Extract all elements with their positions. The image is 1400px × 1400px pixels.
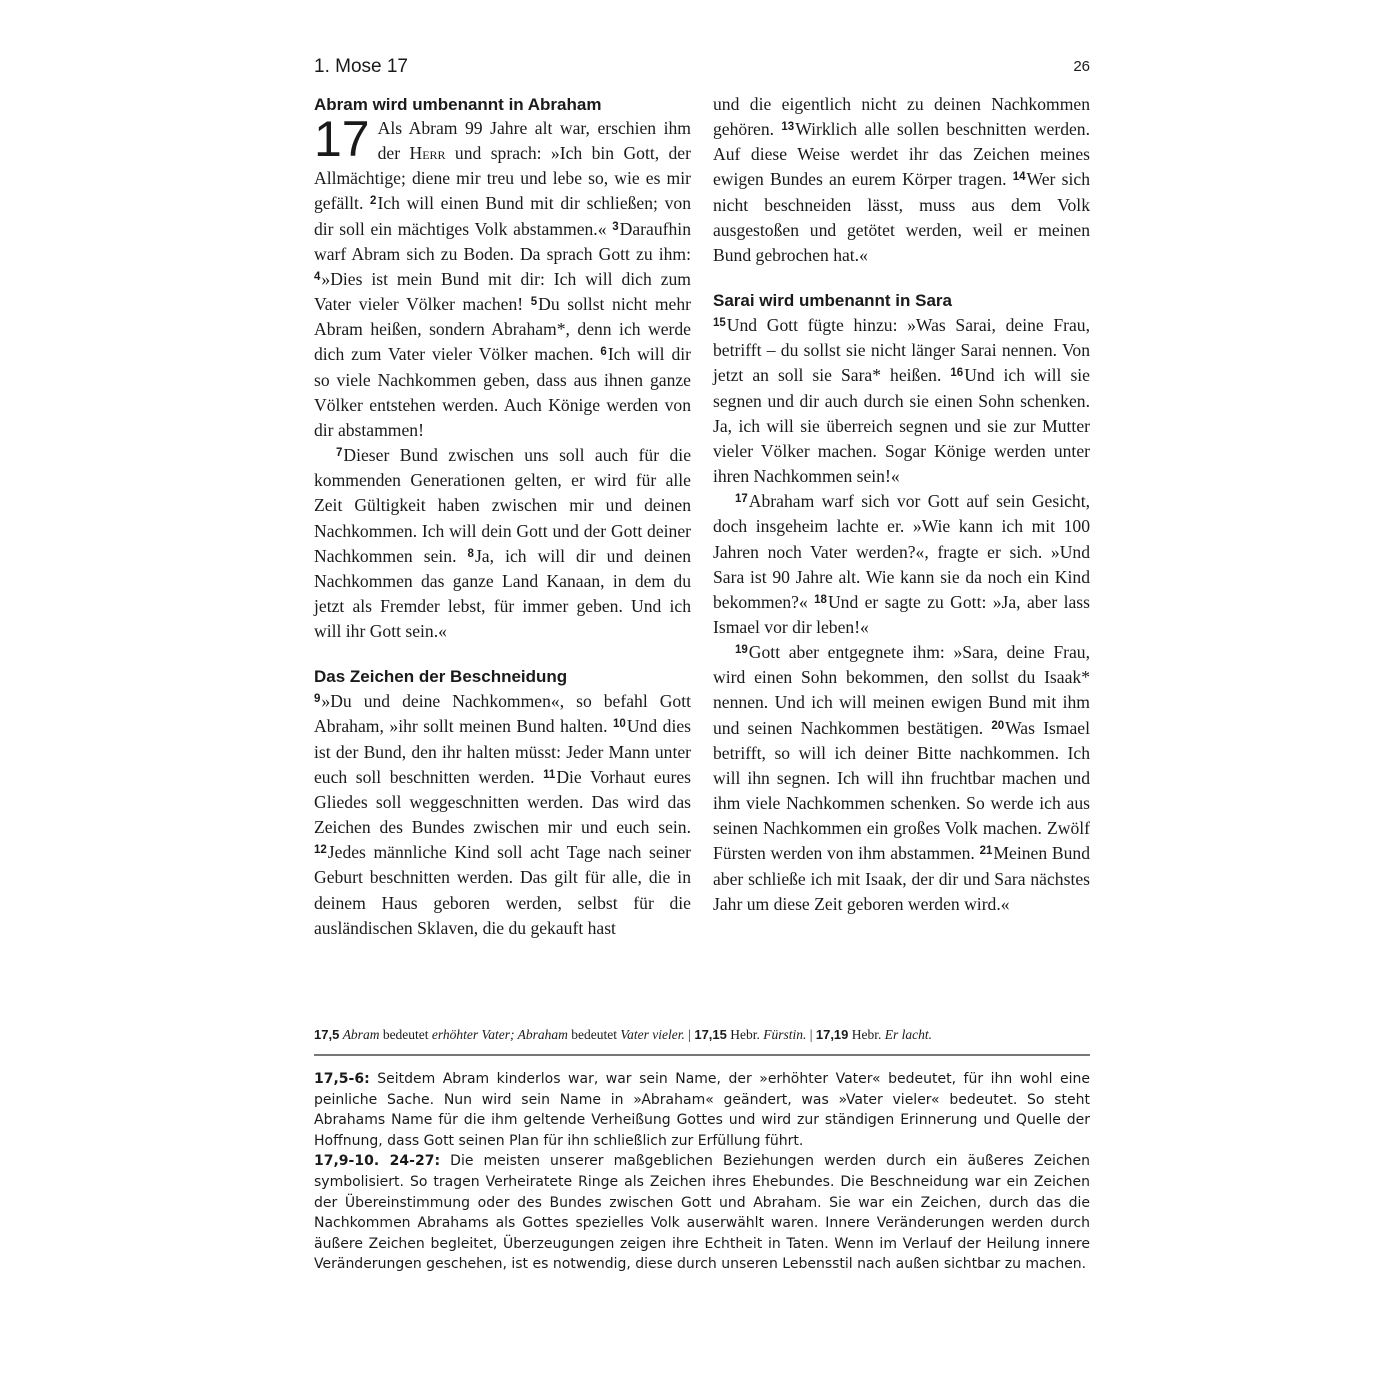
verse-text: und die eigentlich nicht zu deinen Nachkommen gehören. (713, 94, 1090, 140)
section-heading: Abram wird umbenannt in Abraham (314, 95, 602, 114)
footnote-text: Er lacht. (884, 1027, 933, 1042)
footnotes (314, 1026, 1090, 1044)
verse-paragraph (314, 443, 691, 644)
footnote-text: Hebr. (848, 1027, 885, 1042)
page-number: 26 (1073, 58, 1090, 75)
verse-paragraph (713, 489, 1090, 640)
footnote-text: Abram (342, 1027, 380, 1042)
verse-text: Ich will dir so viele Nachkommen geben, dass aus ihnen ganze Völker entstehen werden. Auch Könige werden von dir abstammen! (314, 344, 691, 440)
section-heading: Sarai wird umbenannt in Sara (713, 291, 953, 311)
divider-rule (314, 1054, 1090, 1056)
right-column (713, 92, 1090, 917)
verse-number: 12 (314, 844, 327, 857)
verse-text: Und Gott fügte hinzu: »Was Sarai, deine Frau, betrifft – du sollst sie nicht länger Sarai nennen. Von jetzt an soll sie Sara* heißen. (713, 315, 1090, 386)
footnote-ref: 17,19 (815, 1027, 849, 1042)
verse-text: Als Abram 99 Jahre alt war, erschien ihm der (377, 118, 691, 164)
verse-number: 18 (814, 593, 827, 606)
study-note-ref: 17,9-10. 24-27: (314, 1153, 441, 1170)
verse-number: 15 (713, 317, 726, 330)
verse-text: und sprach: »Ich bin Gott, der Allmächtige; diene mir treu und lebe so, wie es mir gefällt. (314, 143, 691, 214)
footnote-text: Hebr. (726, 1027, 764, 1042)
footnote-ref: 17,5 (314, 1027, 340, 1042)
verse-number: 3 (612, 220, 619, 233)
bible-page (314, 52, 1091, 1273)
verse-paragraph (314, 689, 691, 941)
footnote-text: Fürstin. (763, 1027, 807, 1042)
footnote-text: Vater vieler. (620, 1027, 685, 1042)
footnote-separator: | (684, 1027, 695, 1042)
verse-number: 13 (781, 121, 795, 134)
verse-text: Meinen Bund aber schließe ich mit Isaak, der dir und Sara nächstes Jahr um diese Zeit geboren werden wird.« (713, 843, 1090, 914)
verse-text: Wer sich nicht beschneiden lässt, muss aus dem Volk ausgestoßen und getötet werden, weil er meinen Bund gebrochen hat.« (713, 169, 1090, 265)
verse-text: Ich will einen Bund mit dir schließen; von dir soll ein mächtiges Volk abstammen.« (314, 193, 691, 239)
book-reference: 1. Mose 17 (314, 56, 408, 77)
study-note-ref: 17,5-6: (314, 1071, 370, 1087)
verse-number: 16 (950, 367, 964, 380)
footnote-text: bedeutet (379, 1027, 432, 1042)
verse-number: 7 (336, 447, 343, 460)
verse-number: 10 (613, 718, 626, 731)
left-column (314, 92, 691, 941)
text-columns (314, 92, 1090, 1012)
page-header (314, 52, 1090, 82)
footnote-separator: | (806, 1027, 816, 1042)
verse-number: 5 (530, 296, 538, 309)
chapter-number: 17 (314, 111, 370, 167)
verse-text: Du sollst nicht mehr Abram heißen, sondern Abraham*, denn ich werde dich zum Vater vieler Völker machen. (314, 294, 691, 365)
verse-number: 11 (543, 768, 556, 781)
verse-text: Was Ismael betrifft, so will ich deiner Bitte nachkommen. Ich will ihn segnen. Ich will ihn fruchtbar machen und ihm viele Nachkommen schenken. So werde ich aus seinen Nachkommen ein großes Volk machen. Zwölf Fürsten werden von ihm abstammen. (713, 717, 1090, 864)
section-heading: Das Zeichen der Beschneidung (314, 667, 568, 687)
verse-text: Und ich will sie segnen und dir auch durch sie einen Sohn schenken. Ja, ich will sie überreich segnen und sie zur Mutter vieler Völker machen. Sogar Könige werden unter ihren Nachkommen sein!« (713, 365, 1090, 487)
study-note-text: Seitdem Abram kinderlos war, war sein Name, der »erhöhter Vater« bedeutet, für ihn wohl eine peinliche Sache. Nun wird sein Name in »Abraham« geändert, was »Vater vieler« bedeutet. So steht Abrahams Name für die ihm geltende Verheißung Gottes und wird zur ständigen Erinnerung und Quelle der Hoffnung, dass Gott seinen Plan für ihn schließlich zur Erfüllung führt. (314, 1071, 1090, 1149)
verse-text: Und dies ist der Bund, den ihr halten müsst: Jeder Mann unter euch soll beschnitten werden. (314, 716, 691, 787)
verse-number: 20 (991, 719, 1005, 732)
verse-number: 8 (467, 547, 474, 560)
verse-text: »Dies ist mein Bund mit dir: Ich will dich zum Vater vieler Völker machen! (314, 268, 691, 315)
study-notes (314, 1069, 1090, 1275)
verse-number: 6 (600, 346, 607, 359)
study-note-text: Die meisten unserer maßgeblichen Beziehungen werden durch ein äußeres Zeichen symbolisiert. So tragen Verheiratete Ringe als Zeichen ihres Ehebundes. Die Beschneidung war ein Zeichen der Übereinstimmung oder des Bundes zwischen Gott und Abraham. Sie war ein Zeichen, durch das die Nachkommen Abrahams als Gottes spezielles Volk auserwählt waren. Innere Veränderungen werden durch äußere Zeichen begleitet, Überzeugungen zeigen ihre Echtheit in Taten. Wenn im Verlauf der Heilung innere Veränderungen geschehen, ist es notwendig, diese durch unseren Lebensstil nach außen sichtbar zu machen. (314, 1153, 1091, 1273)
footnote-text: bedeutet (567, 1027, 621, 1042)
verse-number: 21 (979, 845, 993, 858)
study-note (314, 1151, 1090, 1275)
verse-number: 14 (1012, 171, 1026, 184)
verse-number: 4 (314, 270, 321, 283)
verse-text: Dieser Bund zwischen uns soll auch für die kommenden Generationen gelten, er wird für alle Zeit Gültigkeit haben zwischen mir und deinen Nachkommen. Ich will dein Gott und der Gott deiner Nachkommen sein. (314, 445, 691, 566)
verse-paragraph (314, 111, 691, 443)
divine-name: Herr (409, 143, 446, 164)
verse-text: Und er sagte zu Gott: »Ja, aber lass Ismael vor dir leben!« (713, 591, 1090, 637)
verse-text: »Du und deine Nachkommen«, so befahl Gott Abraham, »ihr sollt meinen Bund halten. (314, 691, 691, 737)
verse-text: Daraufhin warf Abram sich zu Boden. Da sprach Gott zu ihm: (314, 218, 691, 264)
verse-text: Abraham warf sich vor Gott auf sein Gesicht, doch insgeheim lachte er. »Wie kann ich mit 100 Jahren noch Vater werden?«, fragte er sich. »Und Sara ist 90 Jahre alt. Wie kann sie da noch ein Kind bekommen?« (713, 491, 1090, 612)
verse-paragraph (713, 92, 1090, 268)
verse-paragraph (713, 313, 1090, 489)
verse-number: 2 (370, 195, 377, 208)
study-note (314, 1069, 1090, 1151)
verse-text: Jedes männliche Kind soll acht Tage nach seiner Geburt beschnitten werden. Das gilt für alle, die in deinem Haus geboren werden, selbst für die ausländischen Sklaven, die du gekauft hast (314, 842, 691, 938)
verse-text: Die Vorhaut eures Gliedes soll weggeschnitten werden. Das wird das Zeichen des Bundes zwischen mir und euch sein. (314, 766, 692, 838)
verse-text: Gott aber entgegnete ihm: »Sara, deine Frau, wird einen Sohn bekommen, den sollst du Isaak* nennen. Und ich will meinen ewigen Bund mit ihm und seinen Nachkommen bestätigen. (713, 642, 1090, 738)
verse-text: Wirklich alle sollen beschnitten werden. Auf diese Weise werdet ihr das Zeichen meines ewigen Bundes an eurem Körper tragen. (713, 119, 1091, 190)
verse-text: Ja, ich will dir und deinen Nachkommen das ganze Land Kanaan, in dem du jetzt als Fremder lebst, für immer geben. Und ich will ihr Gott sein.« (314, 545, 691, 642)
verse-number: 17 (735, 493, 748, 506)
verse-number: 9 (314, 693, 321, 706)
verse-paragraph (713, 640, 1090, 917)
footnote-ref: 17,15 (694, 1027, 727, 1042)
footnote-text: erhöhter Vater; Abraham (431, 1027, 568, 1042)
verse-number: 19 (735, 644, 748, 657)
